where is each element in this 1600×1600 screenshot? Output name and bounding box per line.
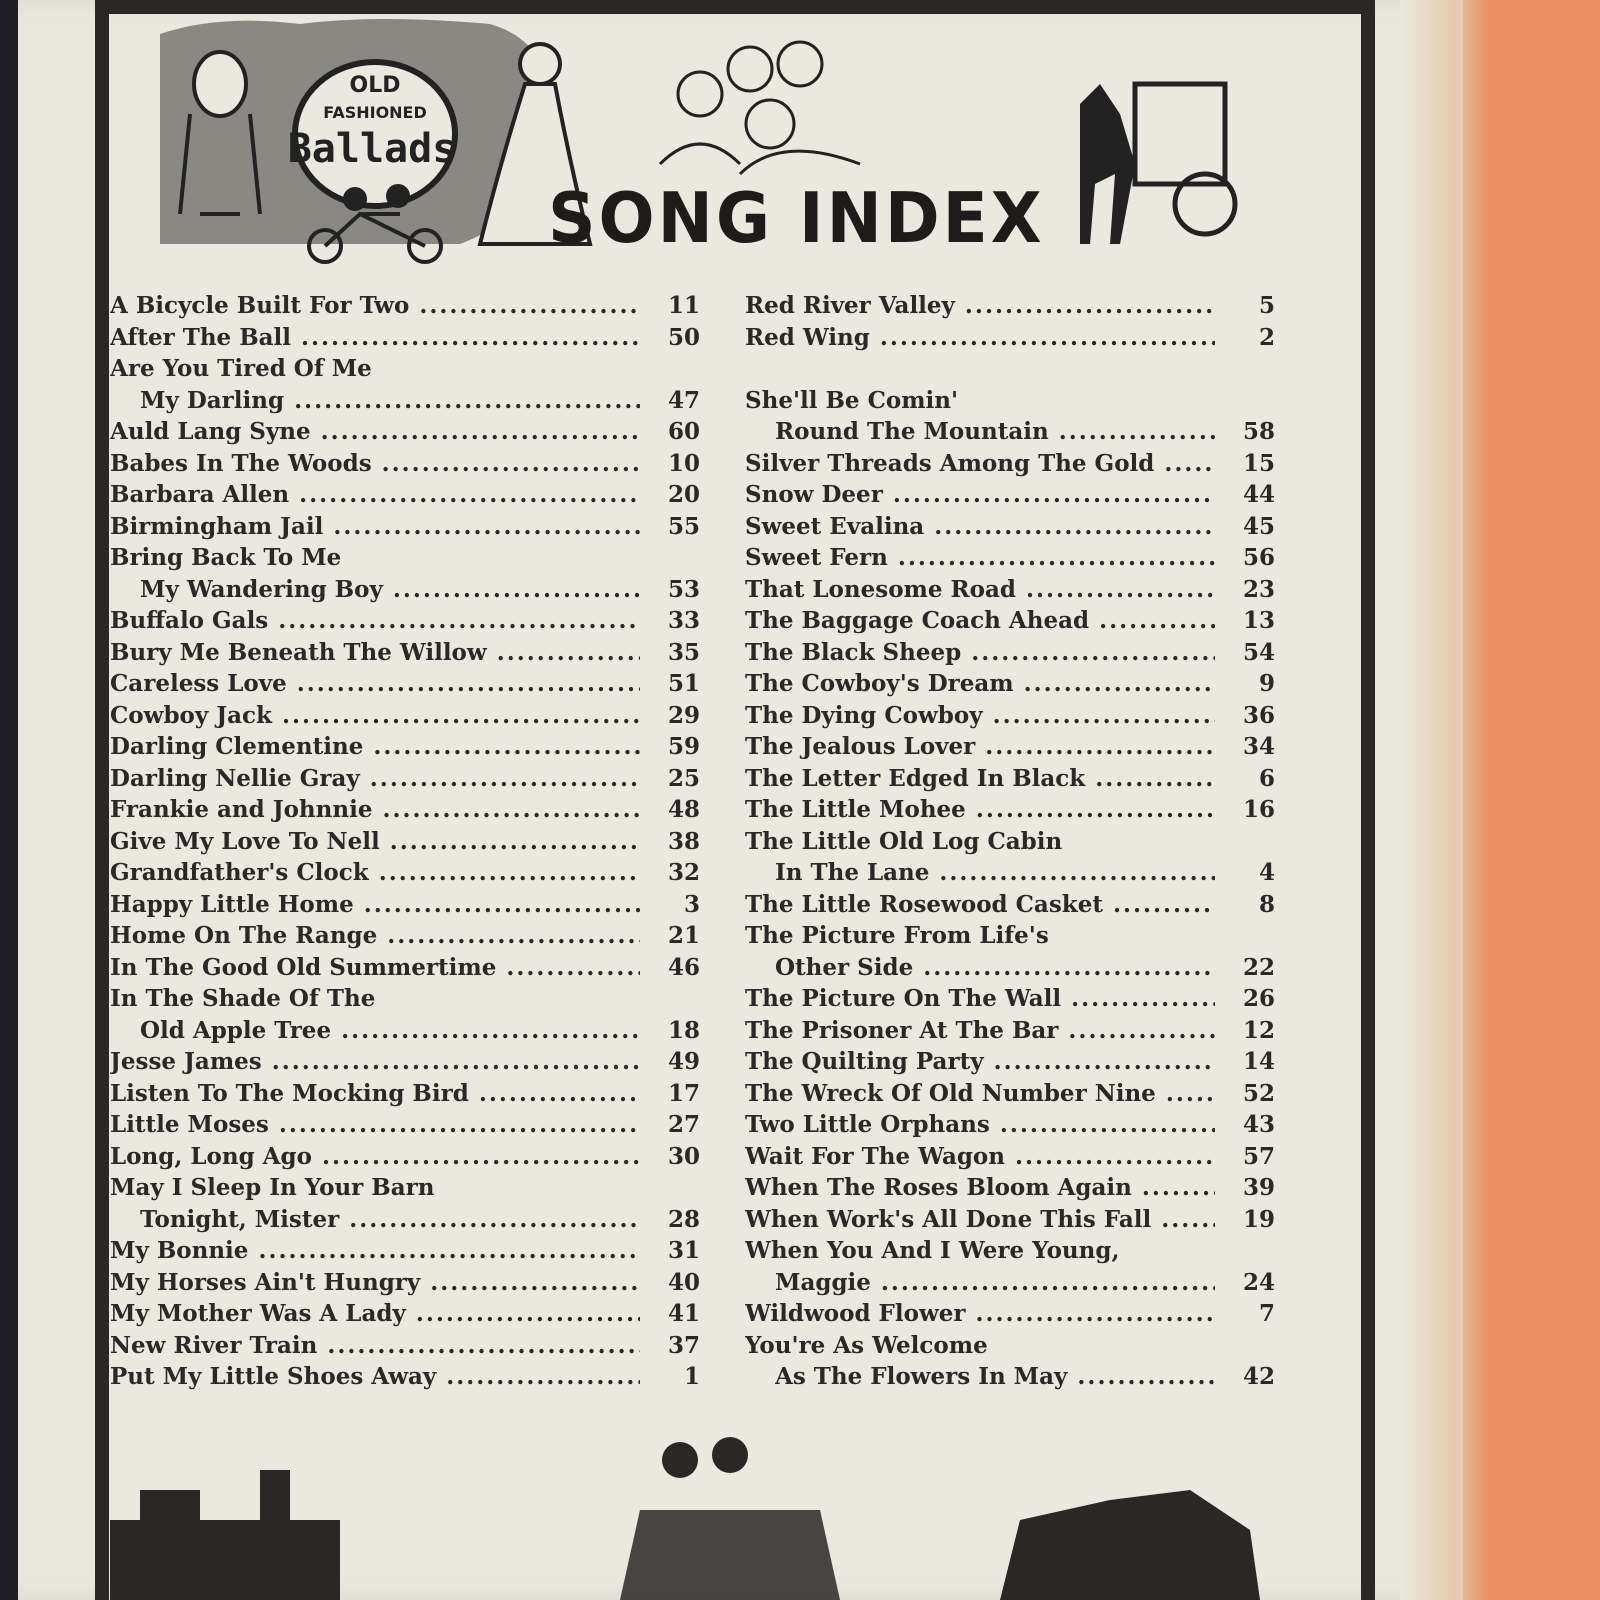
song-title: The Little Rosewood Casket .....	[745, 889, 1215, 921]
song-page-number: 50	[644, 322, 700, 354]
song-title: A Bicycle Built For Two .....	[110, 290, 640, 322]
song-page-number: 30	[644, 1141, 700, 1173]
song-title: My Wandering Boy .....	[140, 574, 640, 606]
song-entry	[110, 1015, 700, 1047]
song-title: The Little Old Log Cabin	[745, 827, 1063, 855]
song-title: Silver Threads Among The Gold .....	[745, 448, 1215, 480]
song-page-number: 8	[1219, 889, 1275, 921]
song-title: Wildwood Flower .....	[745, 1298, 1215, 1330]
song-title: Home On The Range .....	[110, 920, 640, 952]
song-entry	[745, 605, 1275, 637]
song-title: Darling Nellie Gray .....	[110, 763, 640, 795]
song-title: Wait For The Wagon .....	[745, 1141, 1215, 1173]
song-entry	[110, 511, 700, 543]
song-title: Long, Long Ago .....	[110, 1141, 640, 1173]
song-title: Round The Mountain .....	[775, 416, 1215, 448]
song-entry	[745, 1361, 1275, 1393]
song-entry	[745, 1078, 1275, 1110]
song-entry	[110, 353, 700, 385]
song-entry	[110, 542, 700, 574]
song-title: The Prisoner At The Bar .....	[745, 1015, 1215, 1047]
horse-carriage-illustration	[1080, 84, 1235, 244]
song-title: Barbara Allen .....	[110, 479, 640, 511]
song-entry	[110, 1267, 700, 1299]
song-entry	[745, 416, 1275, 448]
song-title: In The Lane .....	[775, 857, 1215, 889]
song-entry	[745, 1141, 1275, 1173]
song-entry	[110, 290, 700, 322]
song-page-number: 34	[1219, 731, 1275, 763]
song-title: The Dying Cowboy .....	[745, 700, 1215, 732]
song-title: The Black Sheep .....	[745, 637, 1215, 669]
song-page-number: 56	[1219, 542, 1275, 574]
song-title: The Cowboy's Dream .....	[745, 668, 1215, 700]
song-entry	[110, 794, 700, 826]
song-entry	[110, 637, 700, 669]
song-page-number: 15	[1219, 448, 1275, 480]
song-page-number: 20	[644, 479, 700, 511]
antique-car-illustration	[600, 1430, 860, 1600]
song-entry	[745, 322, 1275, 354]
song-page-number: 60	[644, 416, 700, 448]
song-title: Jesse James .....	[110, 1046, 640, 1078]
song-page-number: 21	[644, 920, 700, 952]
song-entry	[745, 574, 1275, 606]
song-title: My Darling .....	[140, 385, 640, 417]
song-entry	[745, 542, 1275, 574]
song-title: The Quilting Party .....	[745, 1046, 1215, 1078]
barbershop-quartet-illustration	[660, 42, 860, 174]
song-title: Red Wing .....	[745, 322, 1215, 354]
song-page-number: 37	[644, 1330, 700, 1362]
song-title: That Lonesome Road .....	[745, 574, 1215, 606]
song-entry	[745, 511, 1275, 543]
page-title: SONG INDEX	[548, 178, 1045, 259]
song-page-number: 46	[644, 952, 700, 984]
song-page-number: 45	[1219, 511, 1275, 543]
song-page-number: 40	[644, 1267, 700, 1299]
song-page-number: 17	[644, 1078, 700, 1110]
song-page-number: 16	[1219, 794, 1275, 826]
locomotive-illustration	[100, 1430, 360, 1600]
song-title: The Wreck Of Old Number Nine .....	[745, 1078, 1215, 1110]
song-entry	[110, 763, 700, 795]
song-entry	[745, 385, 1275, 417]
song-page-number: 43	[1219, 1109, 1275, 1141]
song-page-number: 24	[1219, 1267, 1275, 1299]
song-title: Give My Love To Nell .....	[110, 826, 640, 858]
song-page-number: 58	[1219, 416, 1275, 448]
song-page-number: 39	[1219, 1172, 1275, 1204]
song-title: Buffalo Gals .....	[110, 605, 640, 637]
song-entry	[110, 605, 700, 637]
song-title: The Little Mohee .....	[745, 794, 1215, 826]
song-title: Careless Love .....	[110, 668, 640, 700]
song-entry	[110, 1172, 700, 1204]
song-title: The Baggage Coach Ahead .....	[745, 605, 1215, 637]
song-entry	[745, 700, 1275, 732]
song-page-number: 33	[644, 605, 700, 637]
song-entry	[110, 1046, 700, 1078]
song-entry	[110, 857, 700, 889]
song-entry	[745, 1330, 1275, 1362]
song-entry	[745, 857, 1275, 889]
song-entry	[110, 826, 700, 858]
song-title: When Work's All Done This Fall .....	[745, 1204, 1215, 1236]
song-page-number: 19	[1219, 1204, 1275, 1236]
song-title: Sweet Evalina .....	[745, 511, 1215, 543]
song-entry	[110, 322, 700, 354]
song-title: Grandfather's Clock .....	[110, 857, 640, 889]
song-page-number: 48	[644, 794, 700, 826]
song-entry	[745, 1109, 1275, 1141]
song-entry	[745, 668, 1275, 700]
song-page-number: 47	[644, 385, 700, 417]
song-title: Tonight, Mister .....	[140, 1204, 640, 1236]
song-entry	[110, 983, 700, 1015]
song-entry	[745, 1298, 1275, 1330]
song-page-number: 38	[644, 826, 700, 858]
song-title: Listen To The Mocking Bird .....	[110, 1078, 640, 1110]
song-entry	[110, 574, 700, 606]
song-entry	[745, 794, 1275, 826]
song-page-number: 7	[1219, 1298, 1275, 1330]
song-title: When You And I Were Young,	[745, 1237, 1120, 1264]
song-title: Auld Lang Syne .....	[110, 416, 640, 448]
song-entry	[745, 448, 1275, 480]
svg-text:Ballads: Ballads	[287, 126, 457, 172]
song-entry	[110, 1078, 700, 1110]
song-entry	[110, 1204, 700, 1236]
song-entry	[745, 1204, 1275, 1236]
song-entry	[745, 1015, 1275, 1047]
song-title: Maggie .....	[775, 1267, 1215, 1299]
song-entry	[745, 1235, 1275, 1267]
song-title: Babes In The Woods .....	[110, 448, 640, 480]
song-title: Sweet Fern .....	[745, 542, 1215, 574]
song-page-number: 5	[1219, 290, 1275, 322]
song-page-number: 26	[1219, 983, 1275, 1015]
song-title: Old Apple Tree .....	[140, 1015, 640, 1047]
song-title: Other Side .....	[775, 952, 1215, 984]
song-entry	[110, 479, 700, 511]
song-title: Happy Little Home .....	[110, 889, 640, 921]
song-entry	[110, 1330, 700, 1362]
svg-text:FASHIONED: FASHIONED	[323, 103, 427, 122]
song-page-number: 54	[1219, 637, 1275, 669]
song-entry	[110, 1141, 700, 1173]
song-entry	[745, 731, 1275, 763]
song-page-number: 44	[1219, 479, 1275, 511]
song-title: The Picture On The Wall .....	[745, 983, 1215, 1015]
song-entry	[110, 700, 700, 732]
song-title: Red River Valley .....	[745, 290, 1215, 322]
song-index-left-column	[110, 290, 700, 1393]
song-entry	[110, 952, 700, 984]
song-page-number: 9	[1219, 668, 1275, 700]
song-title: The Jealous Lover .....	[745, 731, 1215, 763]
song-entry	[110, 1109, 700, 1141]
song-title: May I Sleep In Your Barn	[110, 1174, 435, 1201]
song-title: The Picture From Life's	[745, 922, 1049, 949]
song-title: Bring Back To Me	[110, 544, 342, 571]
song-page-number: 13	[1219, 605, 1275, 637]
song-page-number: 11	[644, 290, 700, 322]
song-entry	[110, 1361, 700, 1393]
song-title: Birmingham Jail .....	[110, 511, 640, 543]
song-entry	[745, 479, 1275, 511]
song-title: Cowboy Jack .....	[110, 700, 640, 732]
song-page-number: 1	[644, 1361, 700, 1393]
song-title: Put My Little Shoes Away .....	[110, 1361, 640, 1393]
song-page-number: 42	[1219, 1361, 1275, 1393]
stagecoach-horses-illustration	[990, 1430, 1270, 1600]
song-entry	[745, 826, 1275, 858]
song-title: Two Little Orphans .....	[745, 1109, 1215, 1141]
song-entry	[110, 920, 700, 952]
song-title: Little Moses .....	[110, 1109, 640, 1141]
song-page-number: 2	[1219, 322, 1275, 354]
song-entry	[110, 889, 700, 921]
song-entry	[745, 920, 1275, 952]
song-entry	[745, 983, 1275, 1015]
song-title: In The Shade Of The	[110, 985, 376, 1012]
song-title: My Bonnie .....	[110, 1235, 640, 1267]
song-page-number: 10	[644, 448, 700, 480]
song-page-number: 25	[644, 763, 700, 795]
song-entry	[110, 1298, 700, 1330]
song-title: New River Train .....	[110, 1330, 640, 1362]
song-page-number: 18	[644, 1015, 700, 1047]
song-page-number: 22	[1219, 952, 1275, 984]
song-entry	[745, 1172, 1275, 1204]
song-page-number: 53	[644, 574, 700, 606]
song-page-number: 4	[1219, 857, 1275, 889]
song-title: In The Good Old Summertime .....	[110, 952, 640, 984]
song-page-number: 41	[644, 1298, 700, 1330]
song-page-number: 55	[644, 511, 700, 543]
song-entry	[745, 1046, 1275, 1078]
song-page-number: 23	[1219, 574, 1275, 606]
page-curl	[1400, 0, 1490, 1600]
song-page-number: 28	[644, 1204, 700, 1236]
song-page-number: 31	[644, 1235, 700, 1267]
song-title: You're As Welcome	[745, 1331, 988, 1359]
song-page-number: 12	[1219, 1015, 1275, 1047]
song-page-number: 59	[644, 731, 700, 763]
song-title: Darling Clementine .....	[110, 731, 640, 763]
song-entry	[745, 889, 1275, 921]
song-page-number: 32	[644, 857, 700, 889]
song-page-number: 49	[644, 1046, 700, 1078]
song-title: My Horses Ain't Hungry .....	[110, 1267, 640, 1299]
song-page-number: 57	[1219, 1141, 1275, 1173]
song-page-number: 29	[644, 700, 700, 732]
song-title: When The Roses Bloom Again .....	[745, 1172, 1215, 1204]
song-entry	[110, 731, 700, 763]
song-entry	[110, 448, 700, 480]
song-entry	[110, 416, 700, 448]
song-title: My Mother Was A Lady .....	[110, 1298, 640, 1330]
song-page-number: 36	[1219, 700, 1275, 732]
song-title: She'll Be Comin'	[745, 386, 959, 414]
song-page-number: 14	[1219, 1046, 1275, 1078]
song-title: Are You Tired Of Me	[110, 355, 372, 382]
song-page-number: 3	[644, 889, 700, 921]
song-entry	[745, 763, 1275, 795]
song-page-number: 6	[1219, 763, 1275, 795]
song-title: Frankie and Johnnie .....	[110, 794, 640, 826]
song-index-right-column	[745, 290, 1275, 1393]
song-title: Snow Deer .....	[745, 479, 1215, 511]
song-page-number: 52	[1219, 1078, 1275, 1110]
song-entry	[110, 1235, 700, 1267]
song-title: As The Flowers In May .....	[775, 1361, 1215, 1393]
song-entry	[745, 1267, 1275, 1299]
song-entry	[110, 668, 700, 700]
song-page-number: 35	[644, 637, 700, 669]
song-entry	[110, 385, 700, 417]
song-title: The Letter Edged In Black .....	[745, 763, 1215, 795]
song-entry	[745, 952, 1275, 984]
song-entry	[745, 290, 1275, 322]
song-entry	[745, 637, 1275, 669]
song-page-number: 27	[644, 1109, 700, 1141]
song-title: Bury Me Beneath The Willow .....	[110, 637, 640, 669]
song-page-number: 51	[644, 668, 700, 700]
svg-text:OLD: OLD	[349, 73, 401, 98]
song-title: After The Ball .....	[110, 322, 640, 354]
